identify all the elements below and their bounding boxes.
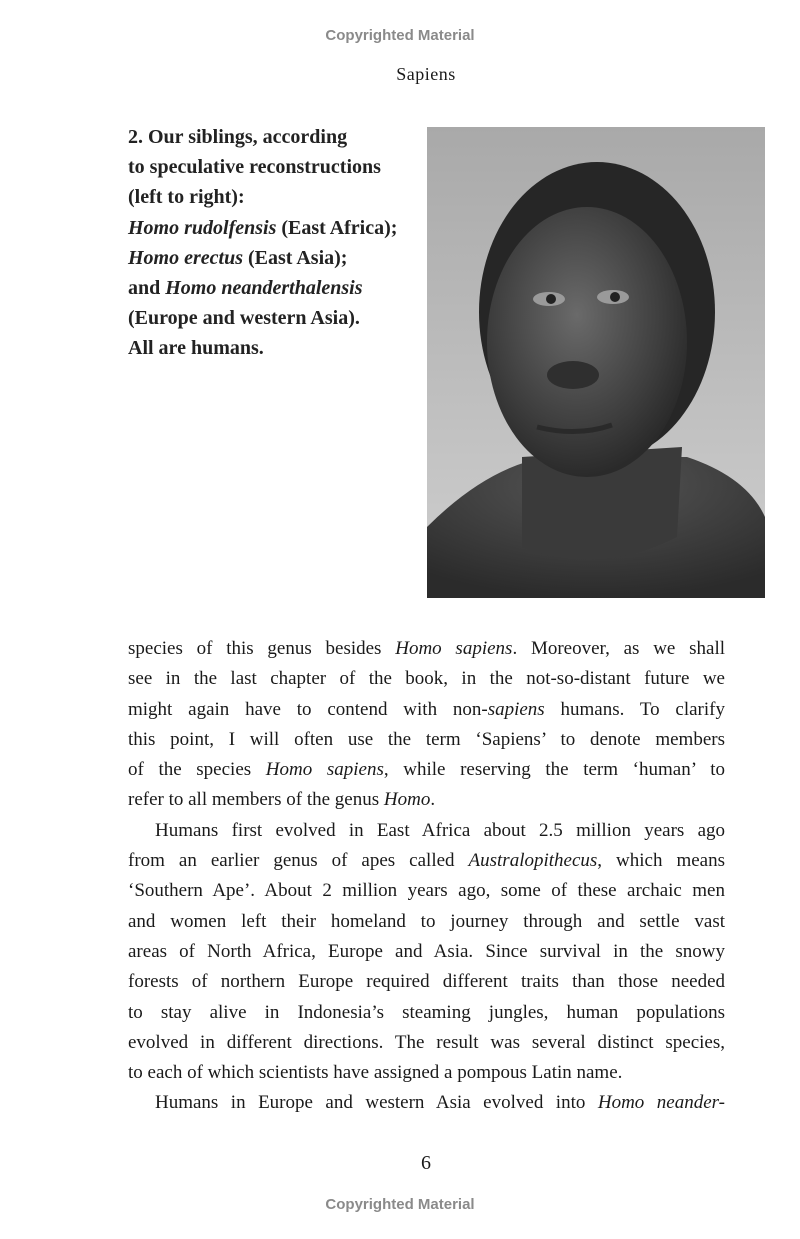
text-run: refer to all members of the genus (128, 789, 384, 811)
text-run: . (430, 789, 436, 811)
text-line (128, 967, 725, 997)
text-run: 2. Our siblings, according (128, 126, 348, 148)
italic-text: Homo neander- (597, 1092, 725, 1114)
text-line (128, 998, 725, 1028)
paragraph (128, 634, 725, 816)
text-run: (Europe and western Asia). (128, 307, 360, 330)
caption-line (128, 243, 423, 273)
caption-line (128, 182, 423, 212)
text-line (128, 907, 725, 937)
text-run: areas of North Africa, Europe and Asia. Since survival in the snowy (128, 940, 725, 962)
italic-text: Homo rudolfensis (128, 216, 277, 239)
italic-text: Homo (383, 789, 431, 811)
running-head: Sapiens (396, 64, 456, 84)
text-line (128, 937, 725, 967)
italic-text: Australopithecus (468, 850, 598, 872)
text-line (128, 725, 725, 755)
text-run: and women left their homeland to journey through and settle vast (128, 910, 725, 932)
copyright-watermark-top: Copyrighted Material (325, 27, 475, 44)
text-run: this point, I will often use the term ‘Sapiens’ to denote members (128, 728, 725, 750)
page-number: 6 (421, 1152, 431, 1174)
caption-line (128, 303, 423, 333)
paragraph (128, 816, 725, 1089)
text-line (128, 695, 725, 725)
text-run: of the species (128, 759, 266, 781)
caption-line (128, 273, 423, 303)
italic-text: Homo sapiens (395, 638, 513, 659)
caption-line (128, 122, 423, 152)
text-run: humans. To clarify (544, 698, 725, 720)
italic-text: Homo erectus (128, 246, 243, 269)
italic-text: sapiens (487, 698, 545, 720)
text-run: to each of which scientists have assigned a pompous Latin name. (128, 1062, 623, 1084)
text-run: . Moreover, as we shall (512, 638, 726, 659)
text-run: (left to right): (128, 186, 245, 209)
text-run: ‘Southern Ape’. About 2 million years ago, some of these archaic men (128, 880, 725, 902)
text-line (128, 846, 725, 876)
text-run: to stay alive in Indonesia’s steaming jungles, human populations (128, 1001, 725, 1023)
italic-text: Homo neanderthalensis (165, 277, 363, 300)
text-run: see in the last chapter of the book, in the not-so-distant future we (128, 668, 725, 690)
text-line (128, 634, 725, 664)
text-run: Humans in Europe and western Asia evolved into (155, 1092, 598, 1114)
caption-line (128, 333, 423, 363)
text-run: to speculative reconstructions (128, 156, 381, 179)
caption-line (128, 152, 423, 182)
text-run: (East Africa); (276, 216, 398, 239)
text-line (128, 876, 725, 906)
copyright-watermark-bottom: Copyrighted Material (325, 1196, 475, 1213)
paragraph (128, 1088, 725, 1118)
text-line (128, 1058, 725, 1088)
text-run: All are humans. (128, 337, 264, 360)
figure-caption (128, 122, 423, 364)
text-line (128, 755, 725, 785)
text-run: and (128, 277, 166, 300)
text-run: forests of northern Europe required different traits than those needed (128, 971, 725, 993)
text-run: , which means (597, 850, 725, 872)
text-run: (East Asia); (243, 246, 348, 269)
italic-text: Homo sapiens (265, 759, 384, 781)
text-line (128, 1028, 725, 1058)
text-run: evolved in different directions. The result was several distinct species, (128, 1031, 725, 1053)
text-run: species of this genus besides (128, 638, 396, 659)
text-line (128, 1088, 725, 1118)
text-line (128, 785, 725, 815)
text-run: , while reserving the term ‘human’ to (383, 759, 726, 781)
text-run: might again have to contend with non- (128, 698, 488, 720)
text-line (128, 816, 725, 846)
text-line (128, 664, 725, 694)
body-text (128, 634, 725, 1119)
caption-line (128, 213, 423, 243)
text-run: Humans first evolved in East Africa about 2.5 million years ago (155, 819, 725, 841)
text-run: from an earlier genus of apes called (128, 850, 469, 872)
figure-photo-homo-erectus-reconstruction (427, 127, 765, 598)
